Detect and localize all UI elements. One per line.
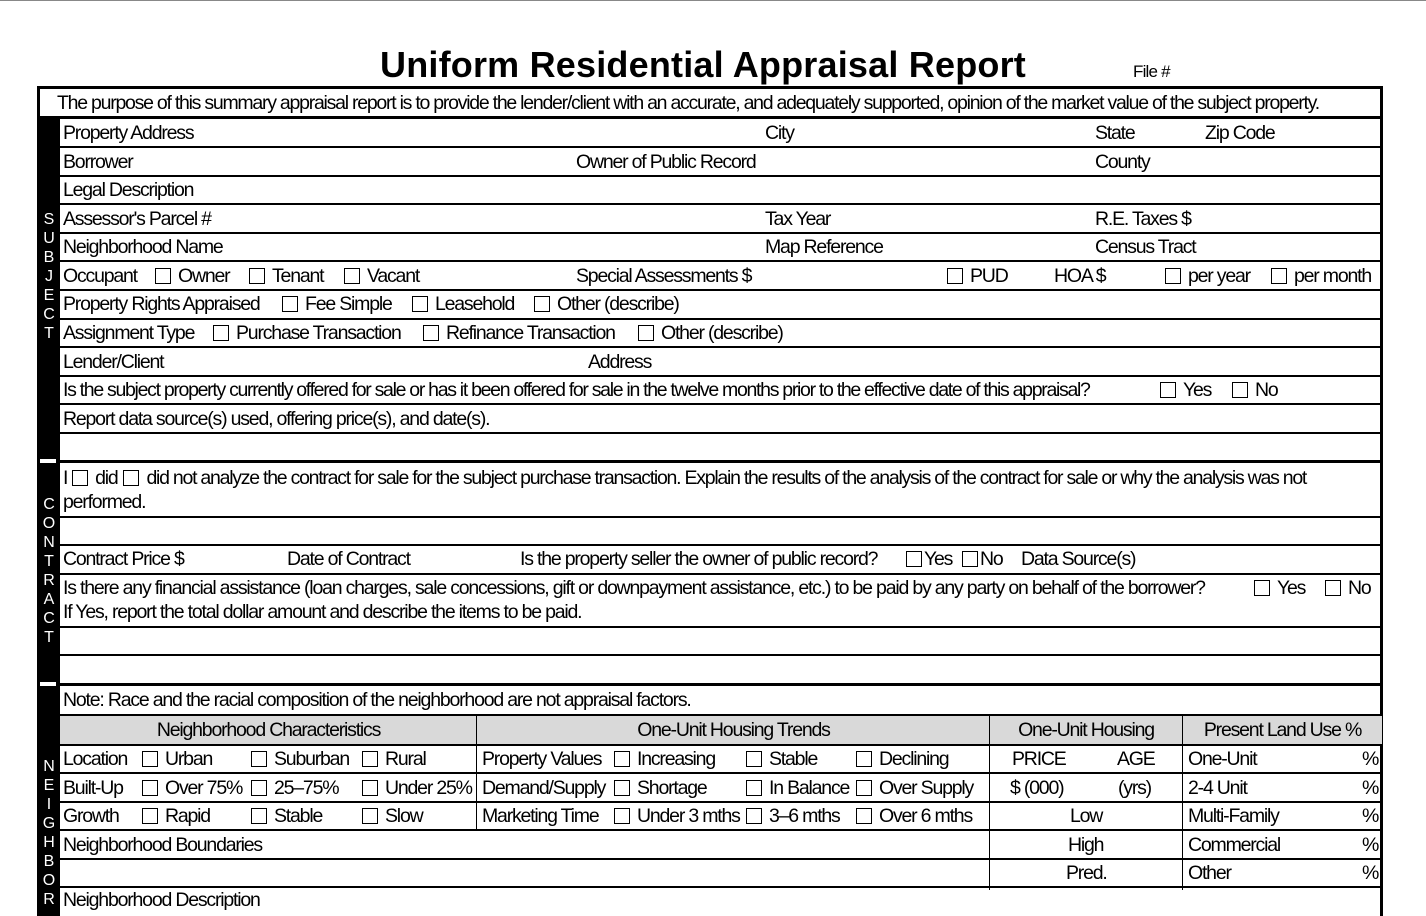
commercial-percent: % xyxy=(1362,834,1379,856)
financial-assistance-question: Is there any financial assistance (loan charges, sale concessions, gift or downpayment assistance, etc.) to be paid by any party on behalf of the borrower? xyxy=(63,577,1205,599)
3-6-checkbox[interactable] xyxy=(746,808,762,824)
rule xyxy=(60,801,1382,803)
rule xyxy=(60,573,1382,575)
vacant-text: Vacant xyxy=(367,265,420,287)
rural-text: Rural xyxy=(385,748,426,770)
shortage-checkbox[interactable] xyxy=(614,780,630,796)
seller-no-option[interactable] xyxy=(962,548,1003,570)
seller-no-checkbox[interactable] xyxy=(962,551,978,567)
did-text: did xyxy=(95,467,118,489)
rural-checkbox[interactable] xyxy=(362,751,378,767)
report-data-source-label: Report data source(s) used, offering price(s), and date(s). xyxy=(63,408,490,430)
per-month-option[interactable] xyxy=(1271,265,1371,287)
increasing-text: Increasing xyxy=(637,748,715,770)
vacant-option[interactable] xyxy=(344,265,419,287)
pud-checkbox[interactable] xyxy=(947,268,963,284)
contract-price-label: Contract Price $ xyxy=(63,548,184,570)
assistance-no-option[interactable] xyxy=(1325,577,1371,599)
under-25-option[interactable] xyxy=(362,777,472,799)
per-year-text: per year xyxy=(1188,265,1250,287)
demand-supply-label: Demand/Supply xyxy=(482,777,606,799)
special-assessments-label: Special Assessments $ xyxy=(576,265,752,287)
lender-address-label: Address xyxy=(588,351,652,373)
purchase-text: Purchase Transaction xyxy=(236,322,401,344)
assignment-type-label: Assignment Type xyxy=(63,322,195,344)
under-3-checkbox[interactable] xyxy=(614,808,630,824)
shortage-text: Shortage xyxy=(637,777,707,799)
section-divider-notch xyxy=(40,682,56,686)
declining-checkbox[interactable] xyxy=(856,751,872,767)
rule xyxy=(60,403,1382,405)
city-label: City xyxy=(765,122,794,144)
rule xyxy=(60,203,1382,205)
rule xyxy=(60,175,1382,177)
values-stable-checkbox[interactable] xyxy=(746,751,762,767)
per-year-option[interactable] xyxy=(1165,265,1250,287)
assignment-other-text: Other (describe) xyxy=(661,322,783,344)
map-reference-label: Map Reference xyxy=(765,236,883,258)
rule xyxy=(60,260,1382,262)
fee-simple-checkbox[interactable] xyxy=(282,296,298,312)
purchase-checkbox[interactable] xyxy=(213,325,229,341)
leasehold-option[interactable] xyxy=(412,293,514,315)
rapid-option[interactable] xyxy=(142,805,210,827)
legal-description-label: Legal Description xyxy=(63,179,194,201)
25-75-checkbox[interactable] xyxy=(251,780,267,796)
tenant-text: Tenant xyxy=(272,265,324,287)
owner-public-record-label: Owner of Public Record xyxy=(576,151,756,173)
25-75-text: 25–75% xyxy=(274,777,339,799)
per-month-checkbox[interactable] xyxy=(1271,268,1287,284)
present-land-use-header: Present Land Use % xyxy=(1203,719,1362,741)
rule xyxy=(38,116,1382,119)
over-supply-option[interactable] xyxy=(856,777,973,799)
assistance-yes-checkbox[interactable] xyxy=(1254,580,1270,596)
assistance-yes-option[interactable] xyxy=(1254,577,1305,599)
increasing-option[interactable] xyxy=(614,748,715,770)
3-6-text: 3–6 mths xyxy=(769,805,840,827)
seller-yes-option[interactable] xyxy=(906,548,952,570)
hoa-label: HOA $ xyxy=(1054,265,1106,287)
rule xyxy=(60,886,1382,888)
over-75-option[interactable] xyxy=(142,777,242,799)
growth-label: Growth xyxy=(63,805,119,827)
over-supply-text: Over Supply xyxy=(879,777,974,799)
contract-analysis-line xyxy=(63,467,1306,489)
increasing-checkbox[interactable] xyxy=(614,751,630,767)
urban-text: Urban xyxy=(165,748,213,770)
shortage-option[interactable] xyxy=(614,777,707,799)
tenant-option[interactable] xyxy=(249,265,323,287)
suburban-option[interactable] xyxy=(251,748,349,770)
owner-text: Owner xyxy=(178,265,230,287)
rule xyxy=(60,858,1382,860)
in-balance-checkbox[interactable] xyxy=(746,780,762,796)
price-label: PRICE xyxy=(1012,748,1066,770)
rule xyxy=(60,232,1382,234)
offered-no-option[interactable] xyxy=(1232,379,1278,401)
other-land-label: Other xyxy=(1188,862,1231,884)
property-rights-label: Property Rights Appraised xyxy=(63,293,260,315)
county-label: County xyxy=(1095,151,1150,173)
multi-family-percent: % xyxy=(1362,805,1379,827)
assignment-other-checkbox[interactable] xyxy=(638,325,654,341)
slow-option[interactable] xyxy=(362,805,422,827)
rule xyxy=(60,460,1382,463)
column-divider xyxy=(1182,714,1183,890)
growth-stable-text: Stable xyxy=(274,805,323,827)
leasehold-checkbox[interactable] xyxy=(412,296,428,312)
refinance-checkbox[interactable] xyxy=(423,325,439,341)
section-divider-notch xyxy=(40,459,56,463)
rights-other-text: Other (describe) xyxy=(557,293,679,315)
rule xyxy=(60,654,1382,656)
urban-checkbox[interactable] xyxy=(142,751,158,767)
under-25-text: Under 25% xyxy=(385,777,472,799)
offered-yes-option[interactable] xyxy=(1160,379,1211,401)
neighborhood-name-label: Neighborhood Name xyxy=(63,236,223,258)
over-supply-checkbox[interactable] xyxy=(856,780,872,796)
urban-option[interactable] xyxy=(142,748,212,770)
parcel-label: Assessor's Parcel # xyxy=(63,208,211,230)
rule xyxy=(60,772,1382,774)
owner-checkbox[interactable] xyxy=(155,268,171,284)
re-taxes-label: R.E. Taxes $ xyxy=(1095,208,1191,230)
values-stable-text: Stable xyxy=(769,748,818,770)
seller-yes-checkbox[interactable] xyxy=(906,551,922,567)
pud-option[interactable] xyxy=(947,265,1008,287)
did-not-checkbox[interactable] xyxy=(123,470,139,486)
race-note: Note: Race and the racial composition of the neighborhood are not appraisal factors. xyxy=(63,689,691,711)
rule xyxy=(60,829,1382,831)
borrower-label: Borrower xyxy=(63,151,133,173)
over-6-text: Over 6 mths xyxy=(879,805,972,827)
per-year-checkbox[interactable] xyxy=(1165,268,1181,284)
over-75-checkbox[interactable] xyxy=(142,780,158,796)
seller-owner-question: Is the property seller the owner of public record? xyxy=(520,548,878,570)
built-up-label: Built-Up xyxy=(63,777,123,799)
section-label-neighborhood: N E I G H B O R xyxy=(42,758,56,908)
date-of-contract-label: Date of Contract xyxy=(287,548,410,570)
if-yes-instruction: If Yes, report the total dollar amount and describe the items to be paid. xyxy=(63,601,582,623)
seller-no-text: No xyxy=(980,548,1003,570)
pud-text: PUD xyxy=(970,265,1008,287)
rule xyxy=(60,544,1382,546)
top-border-line xyxy=(0,0,1426,1)
location-label: Location xyxy=(63,748,128,770)
offered-no-text: No xyxy=(1255,379,1278,401)
in-balance-text: In Balance xyxy=(769,777,850,799)
suburban-text: Suburban xyxy=(274,748,349,770)
assistance-yes-text: Yes xyxy=(1277,577,1306,599)
rule xyxy=(60,289,1382,291)
suburban-checkbox[interactable] xyxy=(251,751,267,767)
performed-text: performed. xyxy=(63,491,146,513)
growth-stable-option[interactable] xyxy=(251,805,322,827)
fee-simple-text: Fee Simple xyxy=(305,293,392,315)
offered-for-sale-question: Is the subject property currently offered for sale or has it been offered for sale in the twelve months prior to the effective date of this appraisal? xyxy=(63,379,1090,401)
property-values-label: Property Values xyxy=(482,748,602,770)
over-6-checkbox[interactable] xyxy=(856,808,872,824)
rule xyxy=(60,626,1382,628)
rights-other-option[interactable] xyxy=(534,293,679,315)
marketing-time-label: Marketing Time xyxy=(482,805,599,827)
assignment-other-option[interactable] xyxy=(638,322,783,344)
refinance-option[interactable] xyxy=(423,322,615,344)
rule xyxy=(60,516,1382,518)
section-label-subject: S U B J E C T xyxy=(43,211,55,342)
purpose-statement: The purpose of this summary appraisal report is to provide the lender/client with an accurate, and adequately supported, opinion of the market value of the subject property. xyxy=(57,92,1319,114)
25-75-option[interactable] xyxy=(251,777,338,799)
price-unit-label: $ (000) xyxy=(1010,777,1064,799)
declining-text: Declining xyxy=(879,748,949,770)
rule xyxy=(60,146,1382,148)
commercial-label: Commercial xyxy=(1188,834,1281,856)
under-3-text: Under 3 mths xyxy=(637,805,740,827)
i-text: I xyxy=(63,467,68,489)
lender-client-label: Lender/Client xyxy=(63,351,164,373)
rule xyxy=(60,683,1382,686)
tenant-checkbox[interactable] xyxy=(249,268,265,284)
offered-yes-checkbox[interactable] xyxy=(1160,382,1176,398)
age-label: AGE xyxy=(1117,748,1155,770)
under-25-checkbox[interactable] xyxy=(362,780,378,796)
values-stable-option[interactable] xyxy=(746,748,817,770)
neighborhood-description-label: Neighborhood Description xyxy=(63,889,260,911)
did-checkbox[interactable] xyxy=(72,470,88,486)
data-sources-label: Data Source(s) xyxy=(1021,548,1136,570)
age-unit-label: (yrs) xyxy=(1118,777,1151,799)
purchase-option[interactable] xyxy=(213,322,401,344)
state-label: State xyxy=(1095,122,1135,144)
rule xyxy=(60,432,1382,434)
refinance-text: Refinance Transaction xyxy=(446,322,615,344)
one-unit-land-label: One-Unit xyxy=(1188,748,1257,770)
census-tract-label: Census Tract xyxy=(1095,236,1196,258)
multi-family-label: Multi-Family xyxy=(1188,805,1279,827)
over-6-option[interactable] xyxy=(856,805,972,827)
fee-simple-option[interactable] xyxy=(282,293,392,315)
did-not-text: did not analyze the contract for sale for the subject purchase transaction. Explain the results of the analysis of the contract for sale or why the analysis was not xyxy=(146,467,1307,489)
two-four-unit-label: 2-4 Unit xyxy=(1188,777,1247,799)
pred-label: Pred. xyxy=(1066,862,1107,884)
owner-option[interactable] xyxy=(155,265,229,287)
two-four-percent: % xyxy=(1362,777,1379,799)
assistance-no-text: No xyxy=(1348,577,1371,599)
file-number-label: File # xyxy=(1133,62,1170,81)
rule xyxy=(60,375,1382,377)
occupant-label: Occupant xyxy=(63,265,137,287)
offered-no-checkbox[interactable] xyxy=(1232,382,1248,398)
slow-checkbox[interactable] xyxy=(362,808,378,824)
rapid-checkbox[interactable] xyxy=(142,808,158,824)
3-6-option[interactable] xyxy=(746,805,840,827)
rapid-text: Rapid xyxy=(165,805,210,827)
offered-yes-text: Yes xyxy=(1183,379,1212,401)
assistance-no-checkbox[interactable] xyxy=(1325,580,1341,596)
column-divider xyxy=(476,714,477,830)
over-75-text: Over 75% xyxy=(165,777,243,799)
page-title: Uniform Residential Appraisal Report xyxy=(380,44,1026,85)
one-unit-percent: % xyxy=(1362,748,1379,770)
zip-code-label: Zip Code xyxy=(1205,122,1275,144)
one-unit-housing-header: One-Unit Housing xyxy=(1018,719,1154,741)
tax-year-label: Tax Year xyxy=(765,208,831,230)
growth-stable-checkbox[interactable] xyxy=(251,808,267,824)
rule xyxy=(60,318,1382,320)
rural-option[interactable] xyxy=(362,748,426,770)
under-3-option[interactable] xyxy=(614,805,740,827)
property-address-label: Property Address xyxy=(63,122,194,144)
rights-other-checkbox[interactable] xyxy=(534,296,550,312)
high-label: High xyxy=(1068,834,1104,856)
leasehold-text: Leasehold xyxy=(435,293,515,315)
rule xyxy=(60,346,1382,348)
neighborhood-boundaries-label: Neighborhood Boundaries xyxy=(63,834,262,856)
slow-text: Slow xyxy=(385,805,423,827)
low-label: Low xyxy=(1070,805,1103,827)
one-unit-trends-header: One-Unit Housing Trends xyxy=(637,719,830,741)
neighborhood-characteristics-header: Neighborhood Characteristics xyxy=(156,719,381,741)
section-label-contract: C O N T R A C T xyxy=(42,496,56,646)
declining-option[interactable] xyxy=(856,748,948,770)
per-month-text: per month xyxy=(1294,265,1371,287)
in-balance-option[interactable] xyxy=(746,777,849,799)
vacant-checkbox[interactable] xyxy=(344,268,360,284)
seller-yes-text: Yes xyxy=(924,548,953,570)
rule xyxy=(60,744,1382,746)
other-percent: % xyxy=(1362,862,1379,884)
column-divider xyxy=(989,714,990,890)
